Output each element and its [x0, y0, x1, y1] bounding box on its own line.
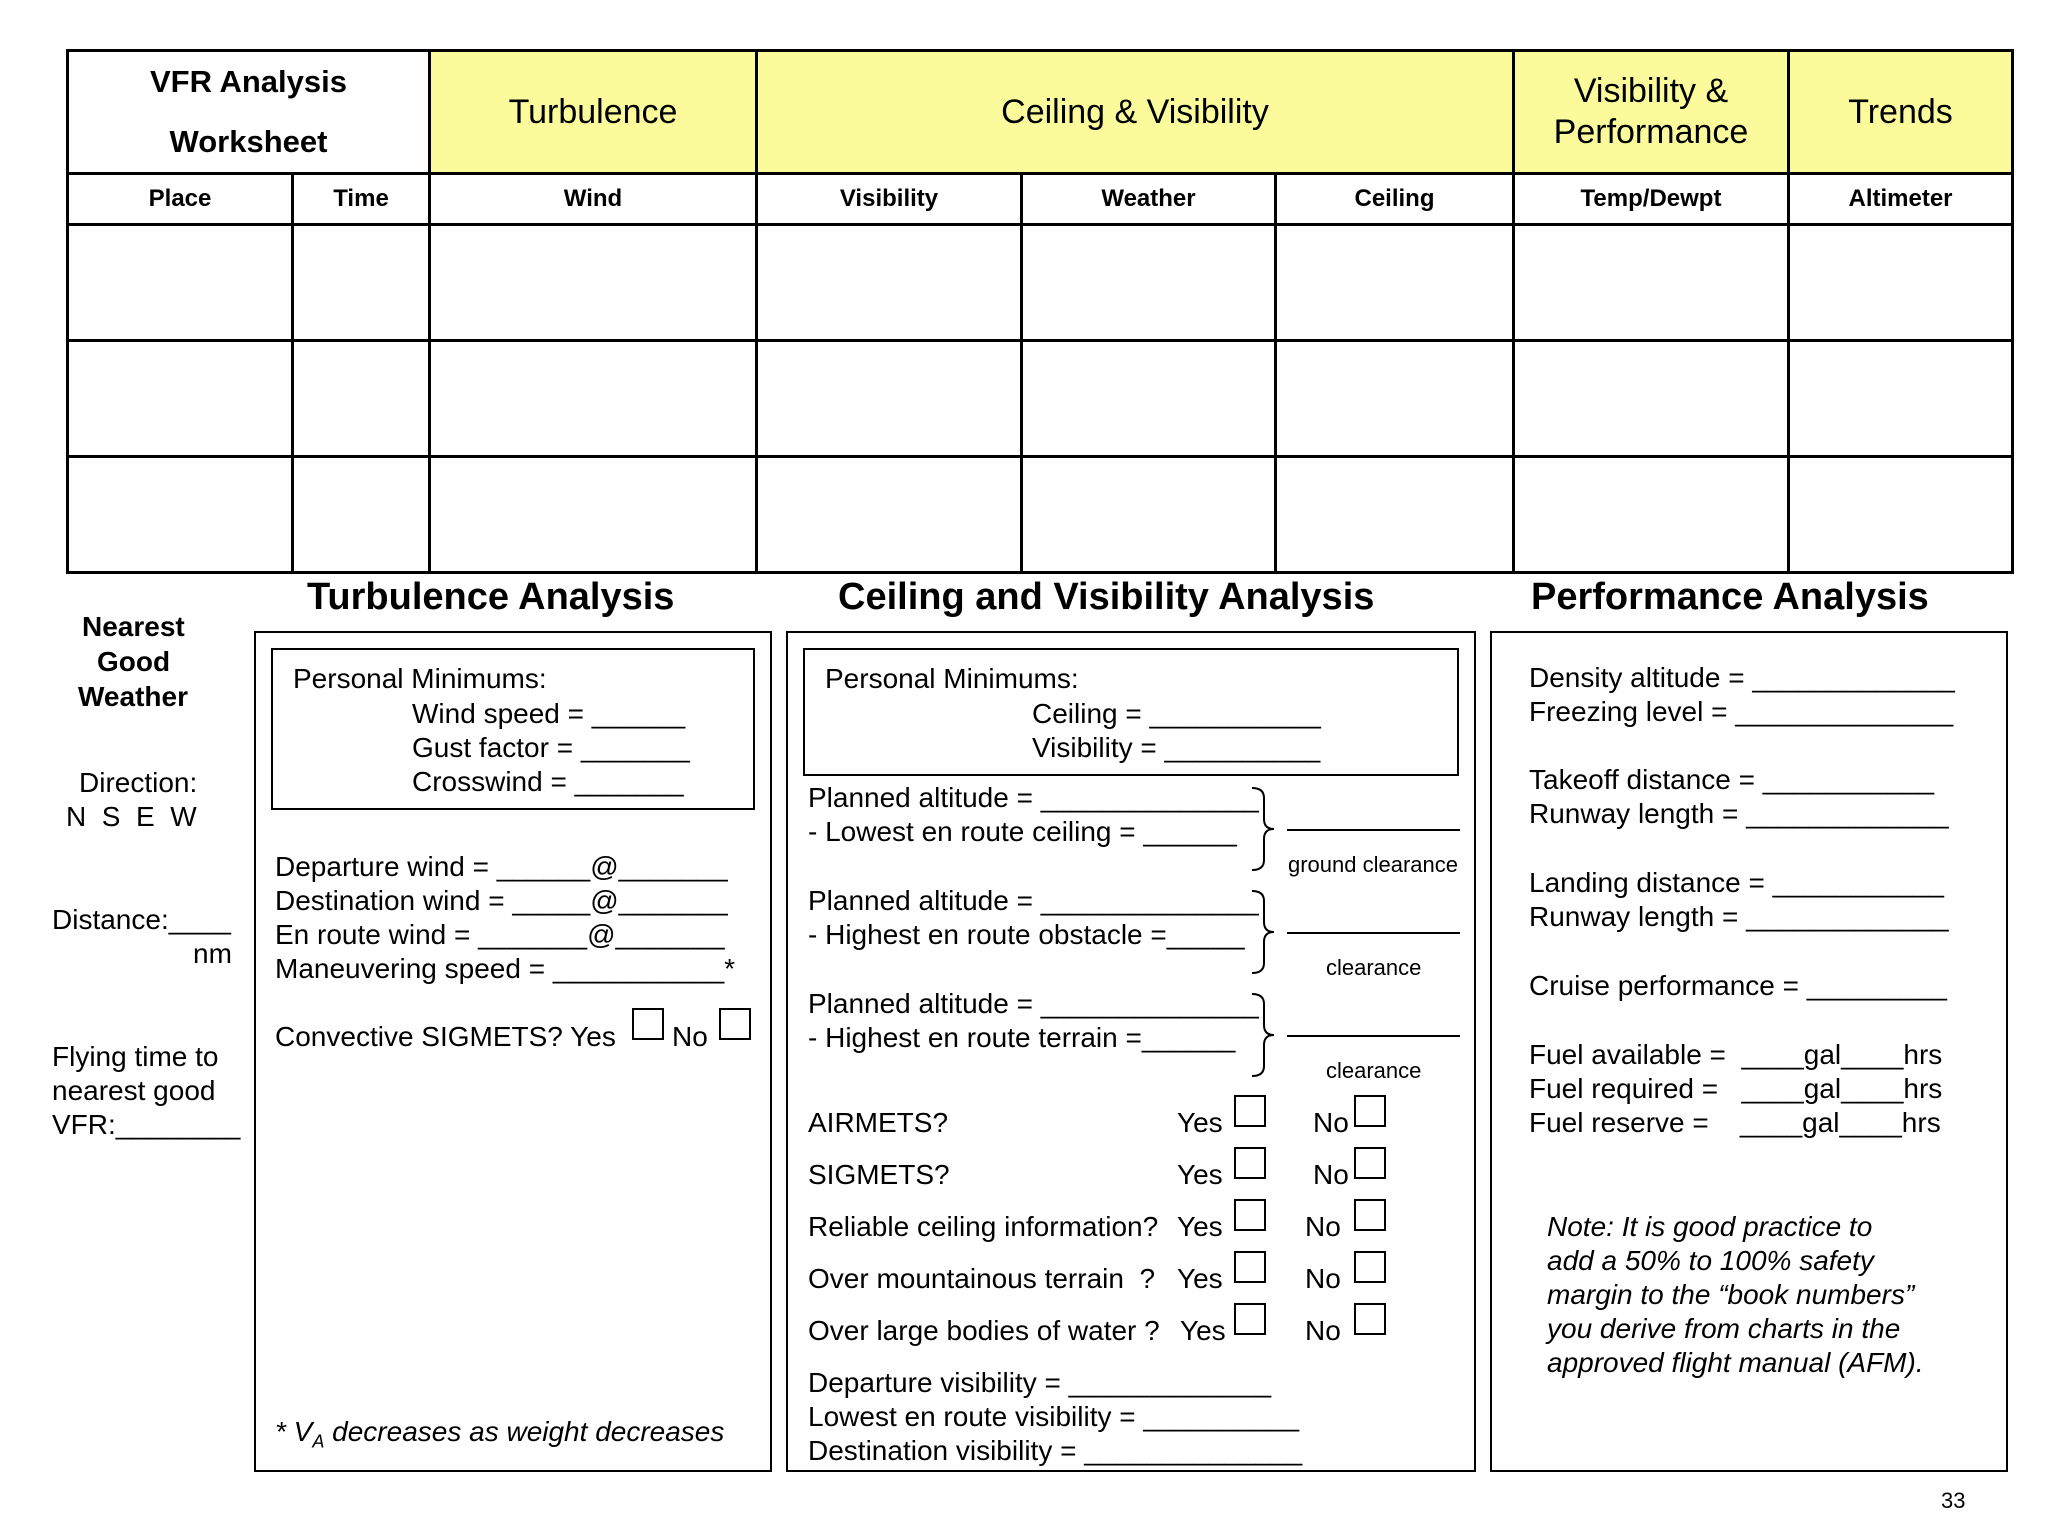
ceiling-minimums-label: Personal Minimums: — [825, 663, 1079, 694]
table-cell[interactable] — [1276, 457, 1514, 573]
destination-wind-field[interactable]: Destination wind = _____@_______ — [275, 885, 728, 916]
note-line: add a 50% to 100% safety — [1547, 1245, 1874, 1276]
ground-clearance-blank[interactable] — [1287, 829, 1460, 831]
table-cell[interactable] — [293, 225, 430, 341]
table-cell[interactable] — [68, 341, 293, 457]
table-cell[interactable] — [757, 457, 1022, 573]
distance-field[interactable]: Distance:____ — [52, 904, 232, 935]
density-altitude-field[interactable]: Density altitude = _____________ — [1529, 662, 1955, 693]
table-row — [68, 457, 2013, 573]
table-cell[interactable] — [1789, 341, 2013, 457]
crosswind-field[interactable]: Crosswind = _______ — [412, 766, 684, 797]
planned-altitude-1-field[interactable]: Planned altitude = ______________ — [808, 782, 1259, 813]
column-header-time: Time — [293, 174, 430, 225]
maneuvering-speed-field[interactable]: Maneuvering speed = ___________* — [275, 953, 736, 984]
nearest-heading-line2: Good — [97, 646, 171, 677]
runway-length-2-field[interactable]: Runway length = _____________ — [1529, 901, 1949, 932]
flying-time-line2: nearest good — [52, 1075, 216, 1106]
runway-length-1-field[interactable]: Runway length = _____________ — [1529, 798, 1949, 829]
reliable-ceiling-no-checkbox[interactable] — [1354, 1199, 1386, 1231]
convective-yes-checkbox[interactable] — [632, 1008, 664, 1040]
note-line: margin to the “book numbers” — [1547, 1279, 1915, 1310]
lowest-ceiling-field[interactable]: - Lowest en route ceiling = ______ — [808, 816, 1237, 847]
airmets-no-checkbox[interactable] — [1354, 1095, 1386, 1127]
ceiling-visibility-analysis-title: Ceiling and Visibility Analysis — [838, 576, 1375, 618]
yes-label: Yes — [1177, 1107, 1223, 1138]
obstacle-clearance-blank[interactable] — [1287, 932, 1460, 934]
column-header-place: Place — [68, 174, 293, 225]
water-no-checkbox[interactable] — [1354, 1303, 1386, 1335]
table-cell[interactable] — [757, 341, 1022, 457]
freezing-level-field[interactable]: Freezing level = ______________ — [1529, 696, 1954, 727]
table-row — [68, 341, 2013, 457]
brace-icon — [1248, 992, 1288, 1078]
departure-visibility-field[interactable]: Departure visibility = _____________ — [808, 1367, 1272, 1398]
flying-time-line1: Flying time to — [52, 1041, 219, 1072]
ground-clearance-label: ground clearance — [1288, 852, 1459, 877]
obstacle-clearance-label: clearance — [1326, 955, 1422, 980]
lowest-visibility-field[interactable]: Lowest en route visibility = __________ — [808, 1401, 1300, 1432]
worksheet-title: VFR Analysis Worksheet — [68, 51, 430, 174]
no-label: No — [1305, 1315, 1341, 1346]
table-cell[interactable] — [1276, 341, 1514, 457]
yes-label: Yes — [1177, 1211, 1223, 1242]
no-label: No — [1313, 1107, 1349, 1138]
table-cell[interactable] — [1022, 225, 1276, 341]
column-header-temp-dewpt: Temp/Dewpt — [1514, 174, 1789, 225]
enroute-wind-field[interactable]: En route wind = _______@_______ — [275, 919, 725, 950]
question-label: Over mountainous terrain ? — [808, 1263, 1156, 1294]
turbulence-minimums-label: Personal Minimums: — [293, 663, 547, 694]
question-label: SIGMETS? — [808, 1159, 950, 1190]
fuel-required-field[interactable]: Fuel required = ____gal____hrs — [1529, 1073, 1943, 1104]
note-line: you derive from charts in the — [1547, 1313, 1901, 1344]
vfr-worksheet-table — [66, 49, 2014, 574]
visibility-minimum-field[interactable]: Visibility = __________ — [1032, 732, 1321, 763]
nearest-heading-line3: Weather — [78, 681, 188, 712]
terrain-clearance-label: clearance — [1326, 1058, 1422, 1083]
column-header-weather: Weather — [1022, 174, 1276, 225]
table-cell[interactable] — [1789, 225, 2013, 341]
wind-speed-field[interactable]: Wind speed = ______ — [412, 698, 686, 729]
yes-label: Yes — [1180, 1315, 1226, 1346]
table-cell[interactable] — [293, 341, 430, 457]
no-label: No — [1305, 1211, 1341, 1242]
performance-analysis-title: Performance Analysis — [1531, 576, 1929, 618]
va-footnote: * $V_A$ decreases as weight decreases — [275, 1416, 725, 1452]
water-yes-checkbox[interactable] — [1234, 1303, 1266, 1335]
table-cell[interactable] — [293, 457, 430, 573]
turbulence-analysis-title: Turbulence Analysis — [307, 576, 675, 618]
category-trends: Trends — [1789, 51, 2013, 174]
table-cell[interactable] — [1789, 457, 2013, 573]
table-row — [68, 225, 2013, 341]
note-line: approved flight manual (AFM). — [1547, 1347, 1924, 1378]
table-cell[interactable] — [1022, 457, 1276, 573]
question-label: Reliable ceiling information? — [808, 1211, 1159, 1242]
landing-distance-field[interactable]: Landing distance = ___________ — [1529, 867, 1944, 898]
question-label: AIRMETS? — [808, 1107, 949, 1138]
no-label: No — [1313, 1159, 1349, 1190]
mountainous-yes-checkbox[interactable] — [1234, 1251, 1266, 1283]
cruise-performance-field[interactable]: Cruise performance = _________ — [1529, 970, 1947, 1001]
table-cell[interactable] — [430, 341, 757, 457]
yes-label: Yes — [1177, 1263, 1223, 1294]
yes-label: Yes — [1177, 1159, 1223, 1190]
column-header-wind: Wind — [430, 174, 757, 225]
table-cell[interactable] — [1514, 225, 1789, 341]
gust-factor-field[interactable]: Gust factor = _______ — [412, 732, 690, 763]
ceiling-minimum-field[interactable]: Ceiling = ___________ — [1032, 698, 1321, 729]
table-cell[interactable] — [68, 225, 293, 341]
departure-wind-field[interactable]: Departure wind = ______@_______ — [275, 851, 728, 882]
planned-altitude-2-field[interactable]: Planned altitude = ______________ — [808, 885, 1259, 916]
category-visibility-performance: Visibility & Performance — [1514, 51, 1789, 174]
column-header-altimeter: Altimeter — [1789, 174, 2013, 225]
mountainous-no-checkbox[interactable] — [1354, 1251, 1386, 1283]
category-turbulence: Turbulence — [430, 51, 757, 174]
table-cell[interactable] — [430, 457, 757, 573]
airmets-yes-checkbox[interactable] — [1234, 1095, 1266, 1127]
table-cell[interactable] — [1514, 457, 1789, 573]
nearest-heading-line1: Nearest — [82, 611, 185, 642]
page-number: 33 — [1941, 1488, 1966, 1513]
fuel-reserve-field[interactable]: Fuel reserve = ____gal____hrs — [1529, 1107, 1941, 1138]
fuel-available-field[interactable]: Fuel available = ____gal____hrs — [1529, 1039, 1943, 1070]
table-cell[interactable] — [1276, 225, 1514, 341]
column-header-ceiling: Ceiling — [1276, 174, 1514, 225]
convective-sigmets-label: Convective SIGMETS? Yes — [275, 1021, 616, 1052]
question-label: Over large bodies of water ? — [808, 1315, 1160, 1346]
table-cell[interactable] — [430, 225, 757, 341]
destination-visibility-field[interactable]: Destination visibility = ______________ — [808, 1435, 1303, 1466]
column-header-visibility: Visibility — [757, 174, 1022, 225]
table-cell[interactable] — [1514, 341, 1789, 457]
flying-time-field[interactable]: VFR:________ — [52, 1109, 241, 1140]
highest-obstacle-field[interactable]: - Highest en route obstacle =_____ — [808, 919, 1245, 950]
convective-no-checkbox[interactable] — [719, 1008, 751, 1040]
highest-terrain-field[interactable]: - Highest en route terrain =______ — [808, 1022, 1236, 1053]
sigmets-yes-checkbox[interactable] — [1234, 1147, 1266, 1179]
category-ceiling-visibility: Ceiling & Visibility — [757, 51, 1514, 174]
direction-label: Direction: — [79, 767, 198, 798]
terrain-clearance-blank[interactable] — [1287, 1035, 1460, 1037]
brace-icon — [1248, 786, 1288, 872]
planned-altitude-3-field[interactable]: Planned altitude = ______________ — [808, 988, 1259, 1019]
no-label: No — [1305, 1263, 1341, 1294]
takeoff-distance-field[interactable]: Takeoff distance = ___________ — [1529, 764, 1935, 795]
reliable-ceiling-yes-checkbox[interactable] — [1234, 1199, 1266, 1231]
table-cell[interactable] — [68, 457, 293, 573]
note-line: Note: It is good practice to — [1547, 1211, 1873, 1242]
table-cell[interactable] — [757, 225, 1022, 341]
convective-no-label: No — [672, 1021, 708, 1052]
distance-unit: nm — [193, 938, 232, 969]
direction-values[interactable]: N S E W — [66, 801, 197, 832]
sigmets-no-checkbox[interactable] — [1354, 1147, 1386, 1179]
table-cell[interactable] — [1022, 341, 1276, 457]
brace-icon — [1248, 889, 1288, 975]
